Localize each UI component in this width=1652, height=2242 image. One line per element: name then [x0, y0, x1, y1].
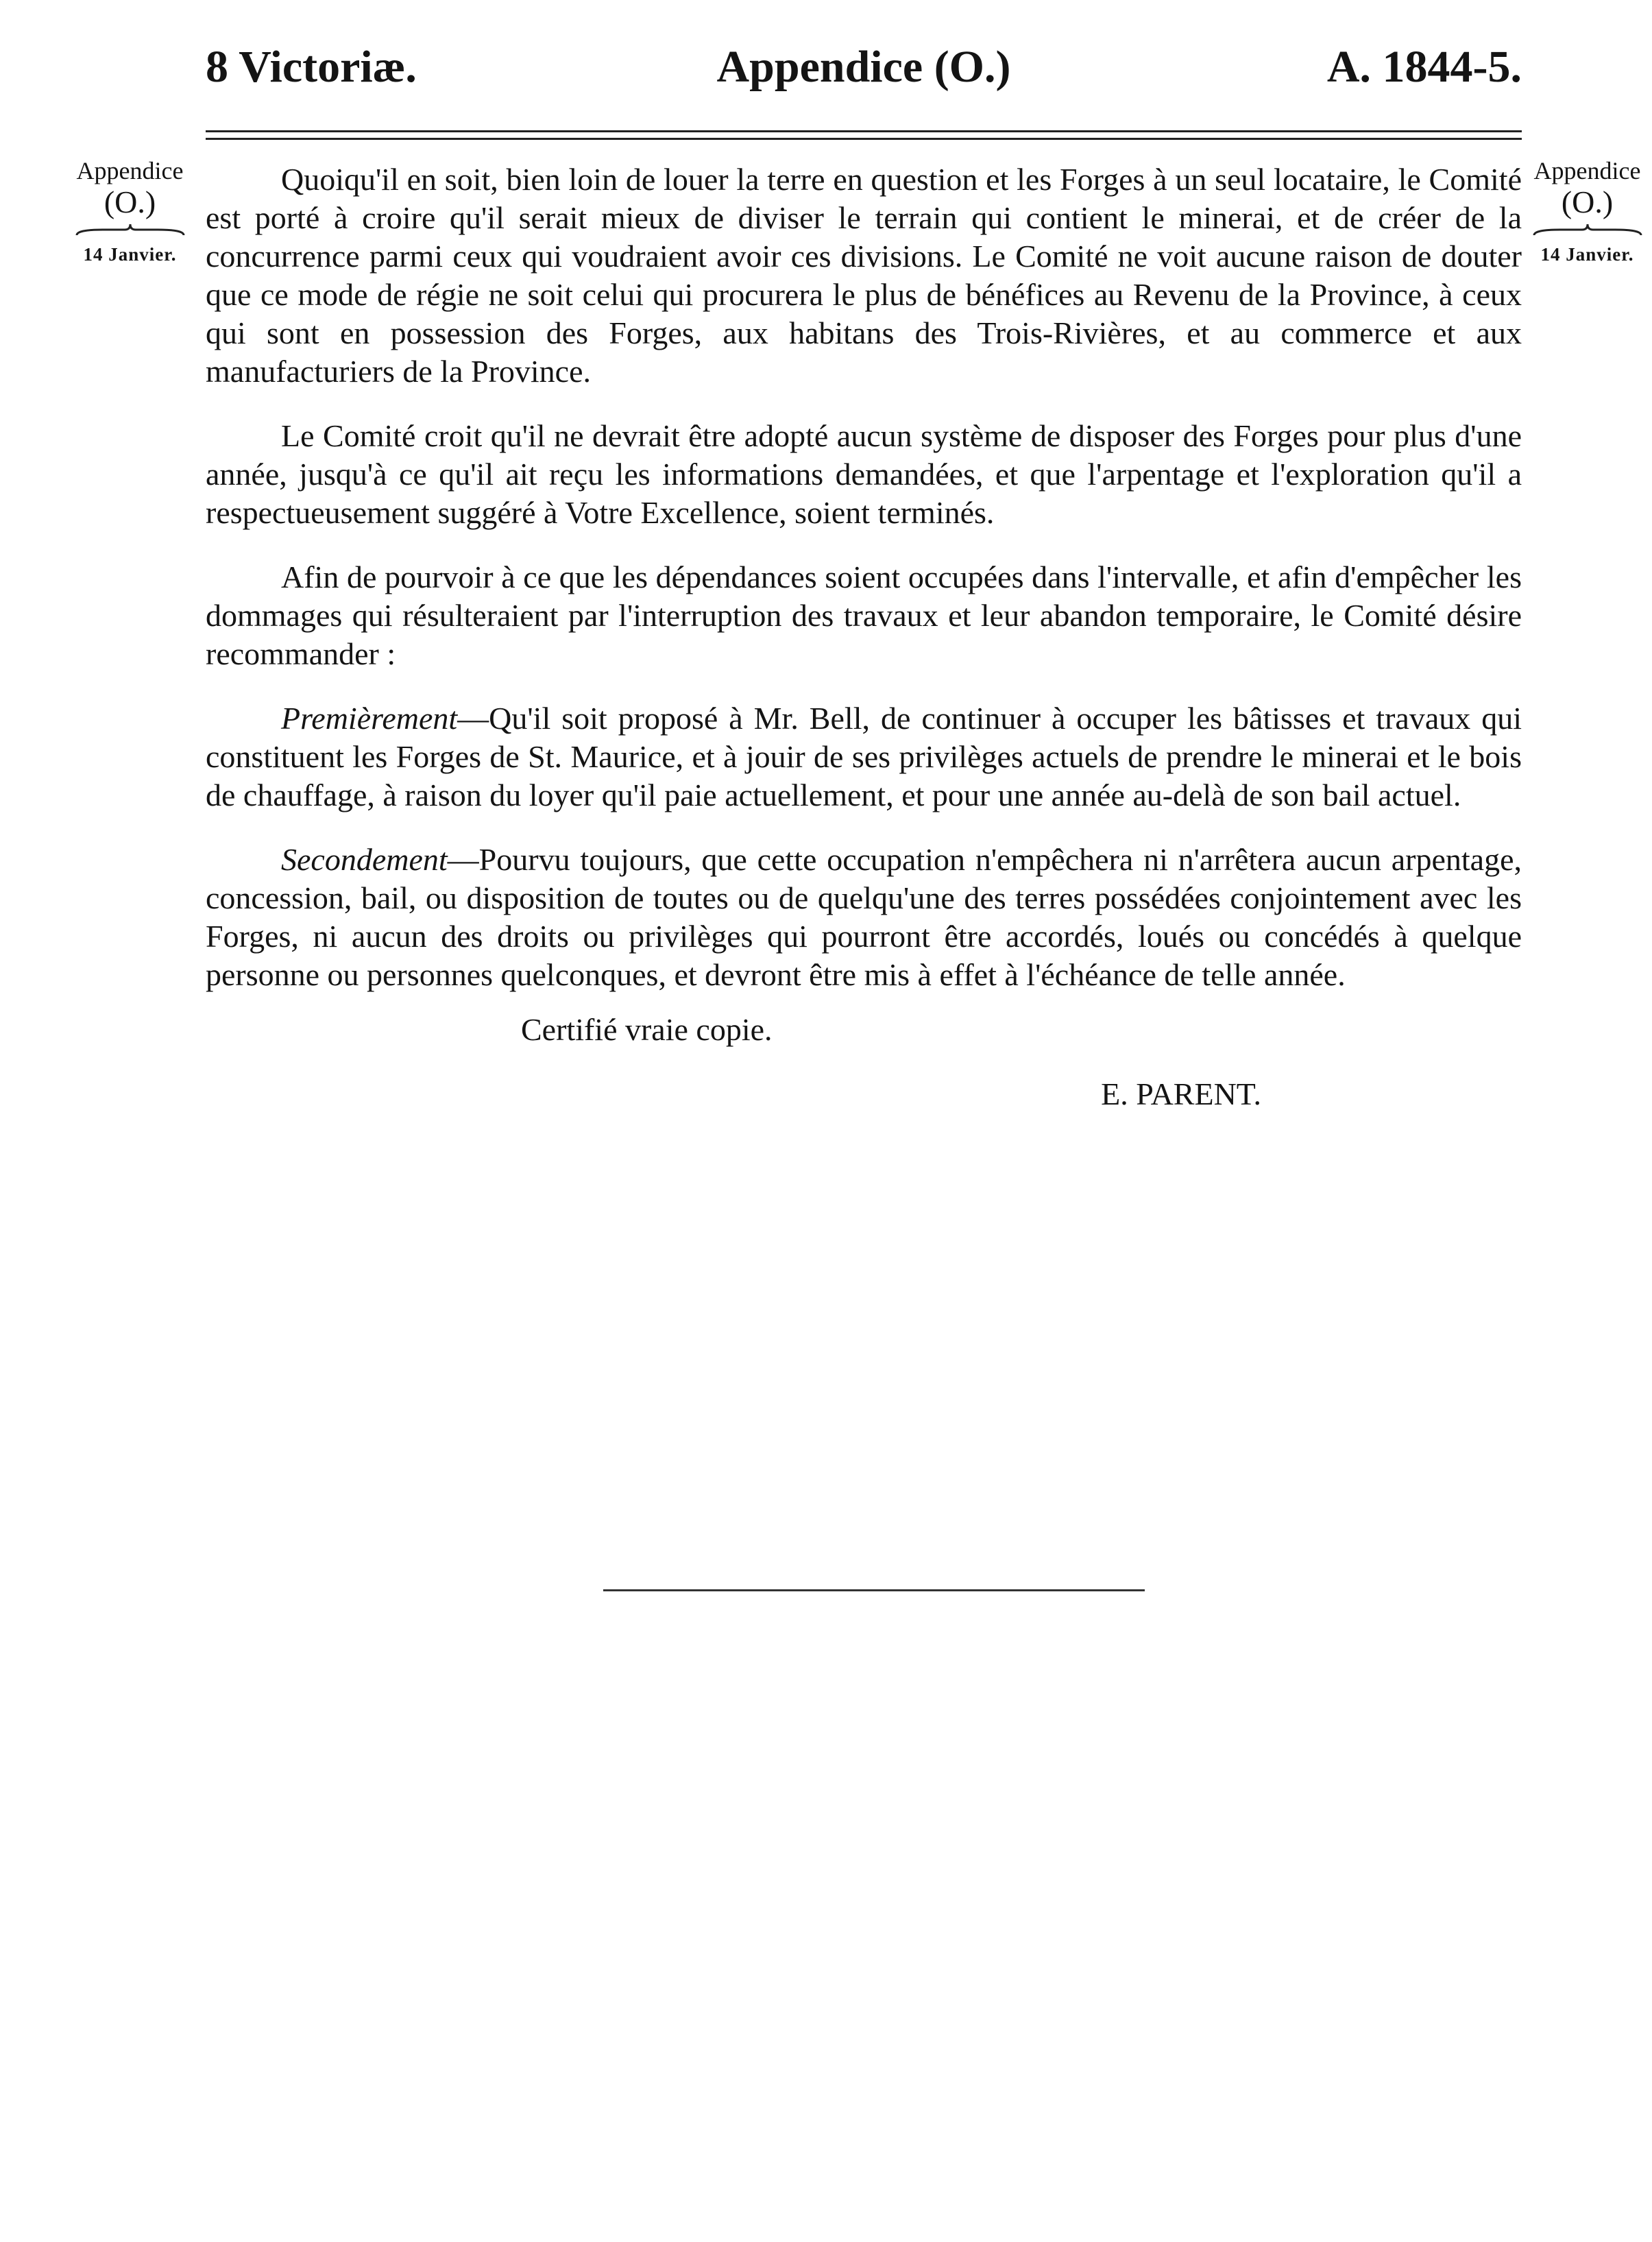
left-margin-note: [63, 156, 197, 266]
right-margin-note: [1520, 156, 1652, 266]
signature: E. PARENT.: [1101, 1076, 1261, 1111]
paragraph-recommendation-intro: Afin de pourvoir à ce que les dépendances soient occupées dans l'intervalle, et afin d'empêcher les dommages qui résulteraient par l'interruption des travaux et leur abandon temporaire, le Comité désire recommander :: [206, 559, 1522, 671]
document-body: [206, 160, 1522, 1140]
paragraph-secondement: [206, 841, 1522, 994]
premierement-lead: Premièrement: [281, 701, 458, 736]
left-margin-brace-icon: [75, 223, 185, 238]
right-margin-title: Appendice: [1533, 157, 1641, 184]
header-session: 8 Victoriæ.: [206, 42, 417, 92]
left-margin-letter: (O.): [104, 184, 156, 220]
header-double-rule: [206, 130, 1522, 140]
right-margin-letter: (O.): [1561, 184, 1614, 220]
left-margin-date: 14 Janvier.: [83, 244, 177, 265]
paragraph-forges-division: Quoiqu'il en soit, bien loin de louer la terre en question et les Forges à un seul locataire, le Comité est porté à croire qu'il serait mieux de diviser le terrain qui contient le minerai, et de créer de la concurrence parmi ceux qui voudraient avoir ces divisions. Le Comité ne voit aucune raison de douter que ce mode de régie ne soit celui qui procurera le plus de bénéfices au Revenu de la Province, à ceux qui sont en possession des Forges, aux habitans des Trois-Rivières, et au commerce et aux manufacturiers de la Province.: [206, 162, 1522, 389]
right-margin-brace-icon: [1533, 223, 1642, 238]
page-header: [206, 27, 1522, 103]
paragraph-one-year-limit: Le Comité croit qu'il ne devrait être adopté aucun système de disposer des Forges pour plus d'une année, jusqu'à ce qu'il ait reçu les informations demandées, et que l'arpentage et l'exploration qu'il a respectueusement suggéré à Votre Excellence, soient terminés.: [206, 418, 1522, 530]
closing-rule: [603, 1589, 1145, 1591]
secondement-lead: Secondement: [281, 842, 448, 877]
right-margin-date: 14 Janvier.: [1540, 244, 1634, 265]
left-margin-title: Appendice: [76, 157, 184, 184]
certification-line: Certifié vraie copie.: [521, 1012, 773, 1047]
paragraph-premierement: [206, 699, 1522, 815]
header-appendix-title: Appendice (O.): [716, 42, 1011, 92]
header-year: A. 1844-5.: [1326, 42, 1522, 92]
premierement-text: —Qu'il soit proposé à Mr. Bell, de continuer à occuper les bâtisses et travaux qui constituent les Forges de St. Maurice, et à jouir de ses privilèges actuels de prendre le minerai et le bois de chauffage, à raison du loyer qu'il paie actuellement, et pour une année au-delà de son bail actuel.: [206, 701, 1522, 812]
secondement-text: —Pourvu toujours, que cette occupation n'empêchera ni n'arrêtera aucun arpentage, concession, bail, ou disposition de toutes ou de quelqu'une des terres possédées conjointement avec les Forges, ni aucun des droits ou privilèges qui pourront être accordés, loués ou concédés à quelque personne ou personnes quelconques, et devront être mis à effet à l'échéance de telle année.: [206, 842, 1522, 992]
